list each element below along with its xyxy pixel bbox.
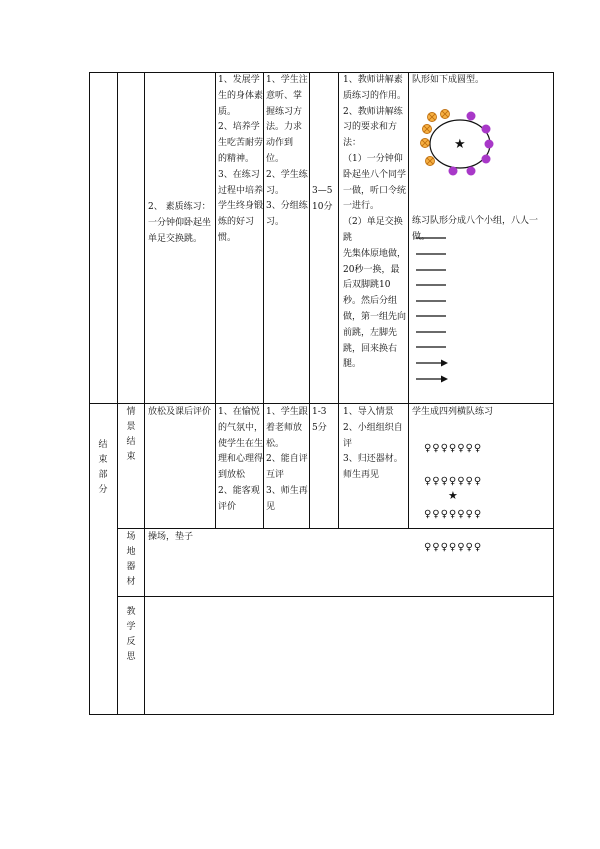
time-text: 3—5 10分 xyxy=(312,186,333,212)
end-time-text: 1-3 5分 xyxy=(312,407,327,433)
grid-row-divider xyxy=(117,528,553,529)
purple-student-marker xyxy=(482,125,491,134)
grid-col-line xyxy=(263,72,264,529)
end-part-label: 结 束 部 分 xyxy=(98,440,108,495)
orange-student-marker xyxy=(421,139,430,148)
arrow-head-icon xyxy=(441,376,448,383)
student-row: ♀♀♀♀♀♀♀ xyxy=(424,443,483,454)
formation-note: 练习队形分成八个小组，八人一做。 xyxy=(412,216,539,242)
orange-student-marker xyxy=(441,110,450,119)
grid-row-divider xyxy=(89,403,553,404)
grid-right-line xyxy=(553,72,554,715)
student-row: ♀♀♀♀♀♀♀ xyxy=(424,476,483,487)
teacher-activity-text: 1、教师讲解素质练习的作用。 2、教师讲解练习的要求和方法： （1）一分钟仰卧起坐八个同学一做，听口令统一进行。 （2）单足交换跳 先集体原地做，20秒一换，最后双脚跳10秒。然后分组做，第一组先向前跳，左脚先跳，回来换右腿。 xyxy=(343,75,407,370)
formation-title: 队形如下成圆型。 xyxy=(412,75,485,85)
exercise-content: 2、 素质练习： 一分钟仰卧起坐 单足交换跳。 xyxy=(148,202,212,244)
purple-student-marker xyxy=(449,167,458,176)
grid-col-line xyxy=(338,72,339,529)
grid-bottom-line xyxy=(89,714,553,715)
venue-label: 场 地 器 材 xyxy=(126,532,136,587)
orange-student-marker xyxy=(428,113,437,122)
end-student-activity-text: 1、学生跟着老师放松。 2、能自评互评 3、师生再见 xyxy=(266,407,308,512)
grid-row-divider xyxy=(117,596,553,597)
grid-col-line xyxy=(408,72,409,529)
grid-col-line xyxy=(117,72,118,715)
purple-student-marker xyxy=(482,155,491,164)
orange-student-marker xyxy=(423,125,432,134)
purple-student-marker xyxy=(485,140,494,149)
orange-student-marker xyxy=(426,157,435,166)
grid-col-line xyxy=(89,72,90,715)
student-row: ♀♀♀♀♀♀♀ xyxy=(424,542,483,553)
student-activity-text: 1、学生注意听、掌握练习方法。力求动作到位。 2、学生练习。 3、分组练习。 xyxy=(266,75,308,228)
purple-student-marker xyxy=(467,112,476,121)
venue-value: 操场，垫子 xyxy=(148,532,194,542)
end-teacher-star-icon: ★ xyxy=(448,489,458,502)
arrow-head-icon xyxy=(441,360,448,367)
grid-col-line xyxy=(215,72,216,529)
end-content-text: 放松及课后评价 xyxy=(148,407,212,417)
grid-col-line xyxy=(309,72,310,529)
scene-end-label: 情 景 结 束 xyxy=(126,407,136,462)
reflection-label: 教 学 反 思 xyxy=(126,607,136,662)
teacher-star-icon: ★ xyxy=(454,137,466,152)
end-formation-title: 学生成四列横队练习 xyxy=(412,407,494,417)
purple-student-marker xyxy=(467,167,476,176)
end-objectives-text: 1、在愉悦的气氛中，使学生在生理和心理得到放松 2、能客观评价 xyxy=(218,407,264,512)
objectives-text: 1、发展学生的身体素质。 2、培养学生吃苦耐劳的精神。 3、在练习过程中培养学生终身锻炼的好习惯。 xyxy=(218,75,264,243)
grid-col-line xyxy=(144,72,145,715)
student-row: ♀♀♀♀♀♀♀ xyxy=(424,509,483,520)
end-teacher-activity-text: 1、导入情景 2、小组组织自评 3、归还器材。师生再见 xyxy=(343,407,403,481)
lines-arrows-diagram xyxy=(414,232,450,392)
